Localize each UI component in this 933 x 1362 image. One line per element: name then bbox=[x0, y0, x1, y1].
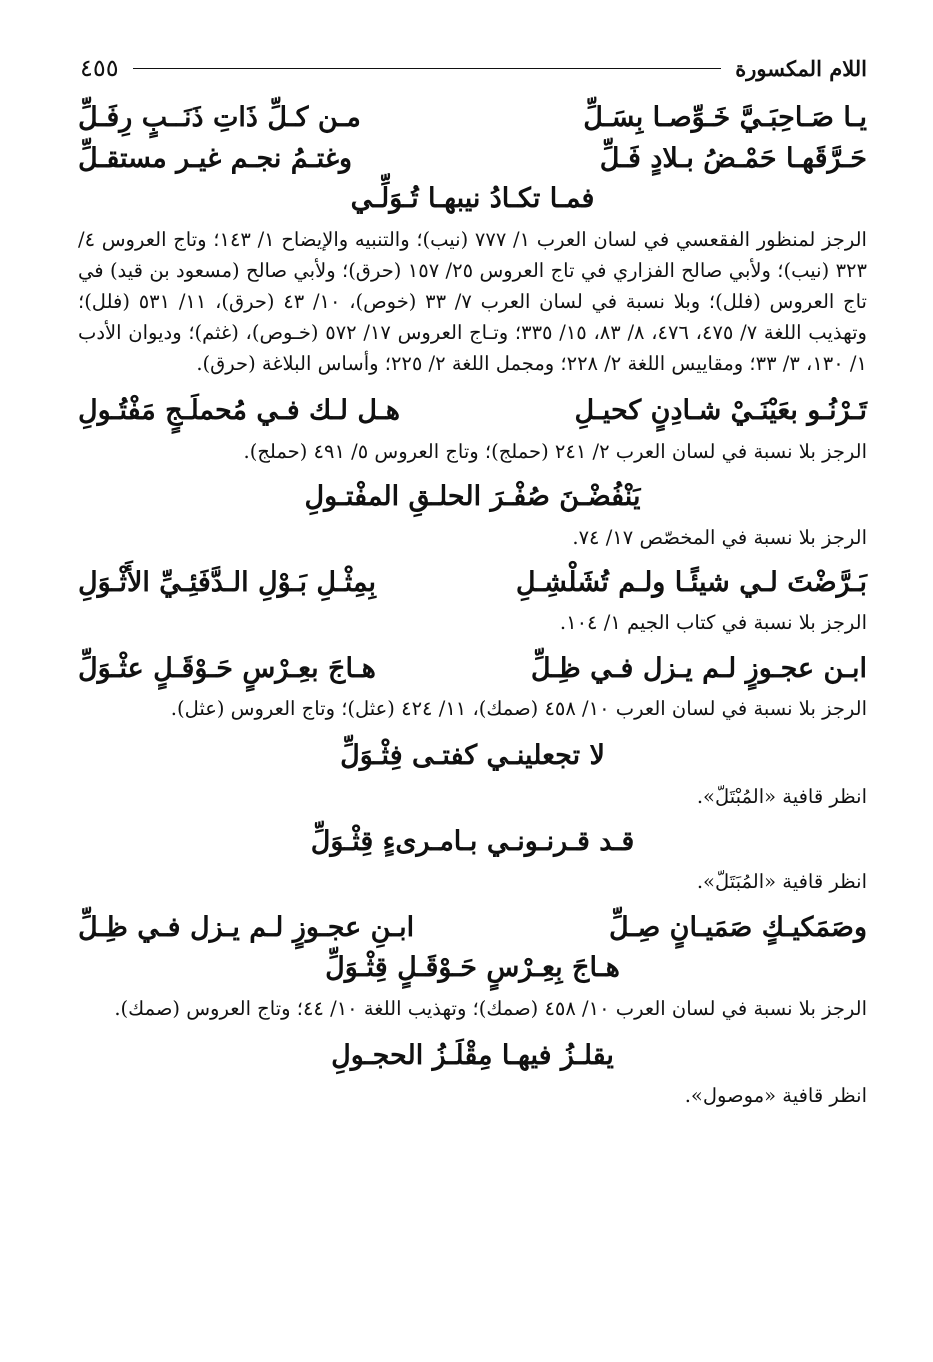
verse-right-hemistich: حَـرَّقَهـا حَمْـضُ بـلادٍ فَـلِّ bbox=[599, 142, 867, 174]
header-rule bbox=[133, 68, 722, 69]
citation-note: الرجز بلا نسبة في لسان العرب ١٠/ ٤٥٨ (صمك)، ١١/ ٤٢٤ (عثل)؛ وتاج العروس (عثل). bbox=[170, 697, 867, 720]
citation-note: الرجز بلا نسبة في كتاب الجيم ١/ ١٠٤. bbox=[559, 611, 867, 635]
page-number: ٤٥٥ bbox=[80, 54, 119, 82]
verse-left-hemistich: مـن كـلِّ ذَاتِ ذَنَــبٍ رِفَـلِّ bbox=[78, 102, 361, 133]
verse-left-hemistich: بِمِثْـلِ بَـوْلِ الـدَّفَئِـيِّ الأَثْـوَلِ bbox=[78, 566, 376, 598]
verse-left-hemistich: هـاجَ بعِـرْسٍ حَـوْقَـلٍ عثْـوَلِّ bbox=[78, 652, 376, 684]
verse-line bbox=[78, 98, 867, 139]
centered-verse: هـاجَ بِعِـرْسٍ حَـوْقَـلٍ قِثْـوَلِّ bbox=[325, 952, 620, 984]
verse-left-hemistich: هـل لـك فـي مُحملَـجٍ مَفْتُـولِ bbox=[78, 395, 400, 427]
verse-right-hemistich: تَـرْنُـو بعَيْنَـيْ شـادِنٍ كحيـلِ bbox=[574, 395, 867, 427]
verse-left-hemistich: ابـنِ عجـوزٍ لـم يـزل فـي ظِـلِّ bbox=[78, 911, 415, 943]
verse-line bbox=[78, 649, 867, 690]
verse-right-hemistich: ابـن عجـوزٍ لـم يـزل فـي ظِـلِّ bbox=[530, 652, 867, 684]
citation-note: الرجز لمنظور الفقعسي في لسان العرب ١/ ٧٧٧ (نيب)؛ والتنبيه والإيضاح ١/ ١٤٣؛ وتاج العروس ٤/ ٣٢٣ (نيب)؛ ولأبي صالح الفزاري في تاج العروس ٢٥/ ١٥٧ (حرق)؛ ولأبي صالح (مسعود بن قيد) في تاج العروس (فلل)؛ وبلا نسبة في لسان العرب ٧/ ٣٣ (خوص)، ١٠/ ٤٣ (حرق)، ١١/ ٥٣١ (فلل)؛ وتهذيب اللغة ٧/ ٤٧٥، ٤٧٦، ٨/ ٨٣، ١٥/ ٣٣٥؛ وتـاج العروس ١٧/ ٥٧٢ (خـوص)، (غثم)؛ وديوان الأدب ١/ ١٣٠، ٣/ ٣٣؛ ومقاييس اللغة ٢/ ٢٢٨؛ ومجمل اللغة ٢/ ٢٢٥؛ وأساس البلاغة (حرق). bbox=[78, 227, 867, 376]
cross-reference-note: انظر قافية «موصول». bbox=[684, 1084, 867, 1108]
page-body bbox=[78, 98, 867, 1121]
verse-right-hemistich: وصَمَكيـكٍ صَمَيـانٍ صِـلِّ bbox=[608, 911, 867, 943]
page-header bbox=[80, 52, 867, 84]
verse-line bbox=[78, 908, 867, 949]
centered-verse: يقلـزُ فيهـا مِقْلَـزُ الحجـولِ bbox=[331, 1039, 614, 1071]
citation-note: الرجز بلا نسبة في المخصّص ١٧/ ٧٤. bbox=[572, 525, 867, 549]
centered-verse: قـد قـرنـونـي بـامـرىءٍ قِثْـوَلِّ bbox=[310, 825, 635, 857]
cross-reference-note: انظر قافية «المُبَتَلّ». bbox=[696, 870, 867, 894]
centered-verse: يَنْفُضْـنَ صُفْـرَ الحلـقِ المفْتـولِ bbox=[304, 481, 641, 513]
verse-right-hemistich: يـا صَـاحِبَـيَّ خَـوِّصـا بِسَـلِّ bbox=[583, 102, 867, 133]
centered-verse: فمـا تكـادُ نيبهـا تُـوَلِّـي bbox=[350, 183, 595, 214]
citation-note: الرجز بلا نسبة في لسان العرب ١٠/ ٤٥٨ (صمك)؛ وتهذيب اللغة ١٠/ ٤٤؛ وتاج العروس (صمك). bbox=[114, 996, 867, 1020]
verse-line bbox=[78, 563, 867, 604]
verse-line bbox=[78, 139, 867, 180]
centered-verse: لا تجعلينـي كفتـى فِثْـوَلِّ bbox=[340, 740, 605, 772]
verse-line bbox=[78, 391, 867, 432]
verse-right-hemistich: بَـرَّضْتَ لـي شيئًـا ولـم تُشَلْشِـلِ bbox=[515, 566, 867, 598]
citation-note: الرجز بلا نسبة في لسان العرب ٢/ ٢٤١ (حملج)؛ وتاج العروس ٥/ ٤٩١ (حملج). bbox=[243, 439, 867, 463]
chapter-title: اللام المكسورة bbox=[735, 55, 867, 81]
cross-reference-note: انظر قافية «المُبْتَلّ». bbox=[696, 784, 867, 808]
verse-left-hemistich: وغتـمُ نجـم غيـر مستقـلِّ bbox=[78, 142, 352, 174]
